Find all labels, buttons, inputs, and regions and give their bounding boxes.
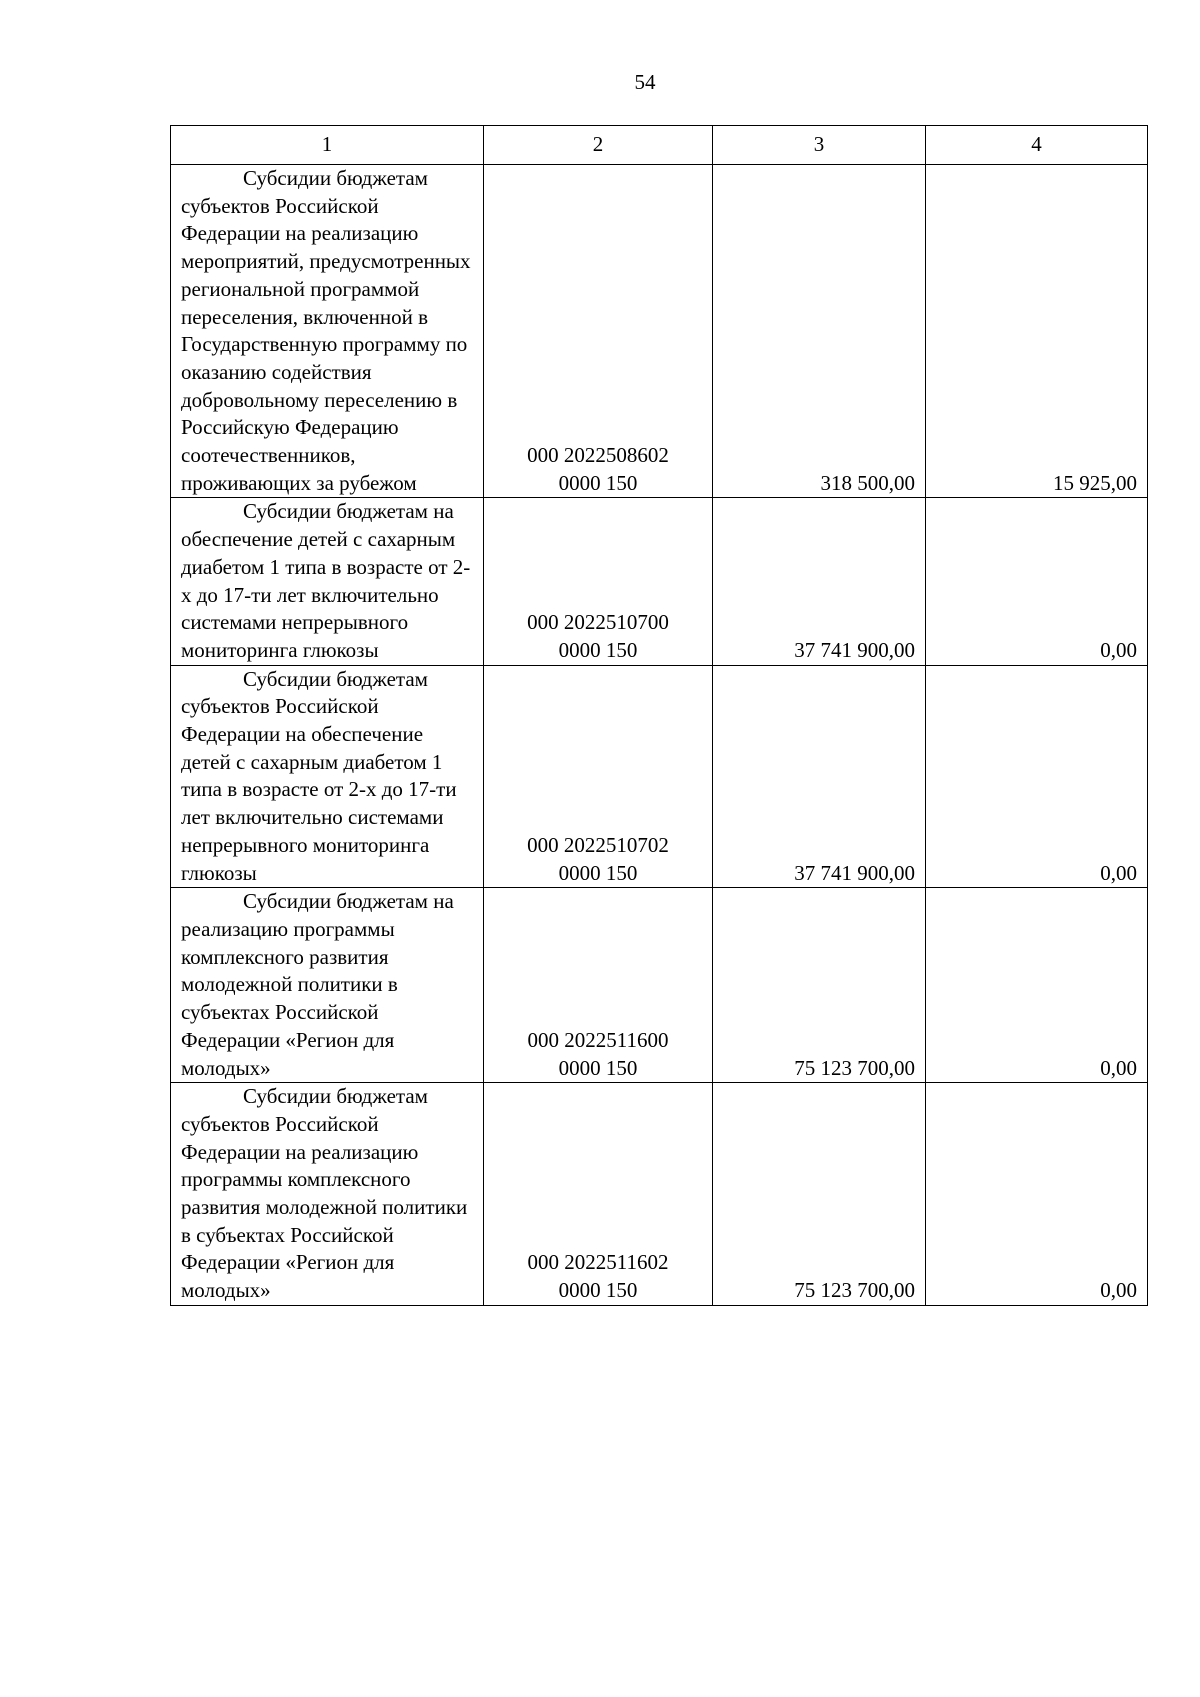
row-amount-col4: 0,00 [926,1083,1148,1306]
row-code-cell [484,888,713,1083]
page-number: 54 [634,70,656,94]
row-description-cell [171,1083,484,1306]
row-amount-col4: 15 925,00 [926,165,1148,498]
row-description: Субсидии бюджетам субъектов Российской Федерации на обеспечение детей с сахарным диабетом 1 типа в возрасте от 2-х до 17-ти лет включительно системами непрерывного мониторинга глюкозы [181,666,457,885]
code-line-2: 0000 150 [558,1055,638,1080]
code-line-2: 0000 150 [558,470,638,495]
row-description-cell [171,665,484,888]
column-header-3: 3 [713,126,926,165]
code-line-1: 000 2022508602 [527,443,669,468]
code-line-1: 000 2022511600 [527,1027,669,1052]
row-description-cell [171,498,484,665]
row-amount-col3: 37 741 900,00 [713,498,926,665]
row-code-cell [484,498,713,665]
table-row [171,1083,1148,1306]
row-description: Субсидии бюджетам на обеспечение детей с сахарным диабетом 1 типа в возрасте от 2-х до 17-ти лет включительно системами непрерывного мониторинга глюкозы [181,499,471,662]
row-amount-col3: 318 500,00 [713,165,926,498]
row-code-cell [484,1083,713,1306]
table-row [171,498,1148,665]
row-amount-col4: 0,00 [926,665,1148,888]
table-header-row [171,126,1148,165]
table-row [171,665,1148,888]
row-description: Субсидии бюджетам на реализацию программы комплексного развития молодежной политики в субъектах Российской Федерации «Регион для молодых» [181,889,454,1080]
row-amount-col4: 0,00 [926,498,1148,665]
column-header-2: 2 [484,126,713,165]
code-line-1: 000 2022511602 [527,1250,669,1275]
table-row [171,888,1148,1083]
row-description-cell [171,165,484,498]
row-amount-col3: 37 741 900,00 [713,665,926,888]
row-amount-col3: 75 123 700,00 [713,888,926,1083]
row-description: Субсидии бюджетам субъектов Российской Федерации на реализацию мероприятий, предусмотренных региональной программой переселения, включенной в Государственную программу по оказанию содействия добровольному переселению в Российскую Федерацию соотечественников, проживающих за рубежом [181,166,471,495]
row-amount-col3: 75 123 700,00 [713,1083,926,1306]
row-description-cell [171,888,484,1083]
code-line-2: 0000 150 [558,637,638,662]
budget-table [170,125,1148,1306]
code-line-1: 000 2022510700 [527,610,669,635]
column-header-1: 1 [171,126,484,165]
code-line-1: 000 2022510702 [527,832,669,857]
table-row [171,165,1148,498]
row-code-cell [484,165,713,498]
row-description: Субсидии бюджетам субъектов Российской Федерации на реализацию программы комплексного развития молодежной политики в субъектах Российской Федерации «Регион для молодых» [181,1084,468,1303]
column-header-4: 4 [926,126,1148,165]
row-amount-col4: 0,00 [926,888,1148,1083]
row-code-cell [484,665,713,888]
code-line-2: 0000 150 [558,1278,638,1303]
code-line-2: 0000 150 [558,860,638,885]
